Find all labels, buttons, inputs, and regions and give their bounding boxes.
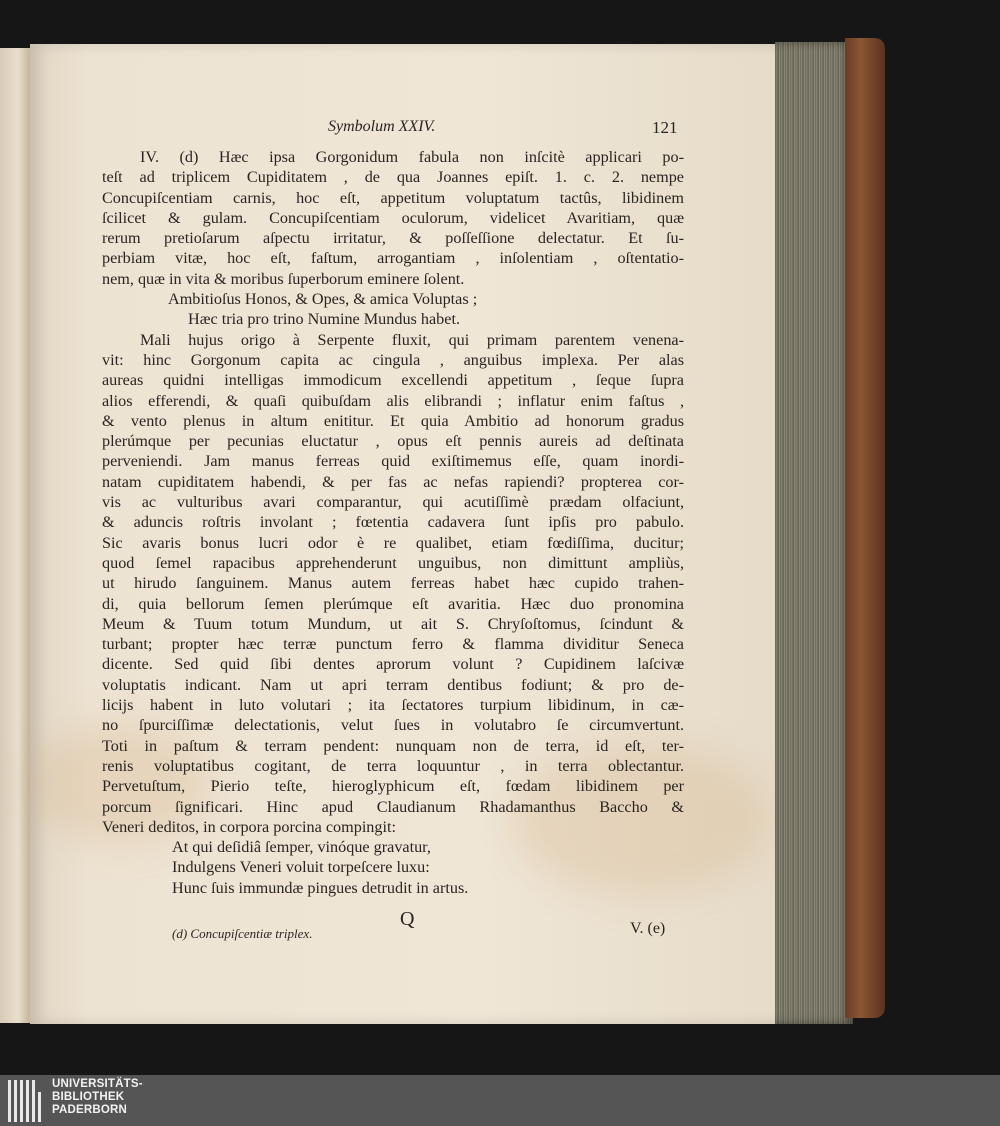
facing-page-edge [0,48,31,1023]
logo-line: UNIVERSITÄTS- [52,1078,143,1090]
text-line: & vento plenus in altum enititur. Et quia Ambitio ad honorum gradus [102,411,684,430]
text-line: Sic avaris bonus lucri odor è re qualibet, etiam fœdiſſima, ducitur; [102,533,684,552]
text-line: Veneri deditos, in corpora porcina compingit: [102,817,396,836]
text-line: vit: hinc Gorgonum capita ac cingula , anguibus implexa. Per alas [102,350,684,369]
text-line: natam cupiditatem habendi, & per fas ac nefas rapiendi? propterea cor- [102,472,684,491]
catchword: V. (e) [630,920,666,937]
footnote: (d) Concupiſcentiæ triplex. [172,926,313,941]
verse-line: Ambitioſus Honos, & Opes, & amica Voluptas ; [168,290,478,309]
library-logo-icon [8,1080,46,1122]
text-line: vis ac vulturibus avari comparantur, qui acutiſſimè prædam olfaciunt, [102,493,684,512]
logo-line: PADERBORN [52,1104,128,1116]
verse-line: Indulgens Veneri voluit torpeſcere luxu: [172,858,430,877]
text-line: di, quia bellorum ſemen plerúmque eſt avaritia. Hæc duo pronomina [102,594,684,613]
text-line: ſcilicet & gulam. Concupiſcentiam oculorum, videlicet Avaritiam, quæ [102,208,684,227]
text-line: Concupiſcentiam carnis, hoc eſt, appetitum voluptatum tactûs, libidinem [102,188,684,207]
text-line: turbant; propter hæc terræ punctum ferro & flamma dividitur Seneca [102,635,684,654]
text-line: voluptatis indicant. Nam ut apri terram dentibus fodiunt; & pro de- [102,675,684,694]
text-line: dicente. Sed quid ſibi dentes aprorum volunt ? Cupidinem laſcivæ [102,655,684,674]
page-block-edges [775,42,853,1024]
text-line: teſt ad triplicem Cupiditatem , de qua Joannes epiſt. 1. c. 2. nempe [102,168,684,187]
text-line: no ſpurciſſimæ delectationis, velut ſues in volutabro ſe circumvertunt. [102,716,684,735]
text-line: Toti in paſtum & terram pendent: nunquam non de terra, id eſt, ter- [102,736,684,755]
text-line: perbiam vitæ, hoc eſt, faſtum, arrogantiam , inſolentiam , oſtentatio- [102,249,684,268]
signature-mark: Q [400,908,415,930]
text-line: Mali hujus origo à Serpente fluxit, qui primam parentem venena- [140,330,684,349]
verse-line: Hunc ſuis immundæ pingues detrudit in artus. [172,878,469,897]
page-number: 121 [652,118,678,137]
logo-line: BIBLIOTHEK [52,1091,125,1103]
text-line: Pervetuſtum, Pierio teſte, hieroglyphicum eſt, fœdam libidinem per [102,777,684,796]
library-logo-text [52,1078,143,1117]
verse-line: At qui deſidiâ ſemper, vinóque gravatur, [172,838,431,857]
text-line: quod ſemel rapacibus apprehenderunt unguibus, non dimittunt ampliùs, [102,553,684,572]
text-line: plerúmque per pecunias eluctatur , opus eſt pennis aureis ad deſtinata [102,432,684,451]
text-line: Meum & Tuum totum Mundum, ut ait S. Chryſoſtomus, ſcindunt & [102,614,684,633]
verse-line: Hæc tria pro trino Numine Mundus habet. [188,310,460,329]
text-line: porcum ſignificari. Hinc apud Claudianum Rhadamanthus Baccho & [102,797,684,816]
text-line: ut hirudo ſanguinem. Manus autem ferreas habet hæc cupido trahen- [102,574,684,593]
text-line: alios efferendi, & quaſi quibuſdam alis elibrandi ; inflatur enim faſtus , [102,391,684,410]
library-footer [0,1075,1000,1126]
body-text [102,147,684,898]
book-cover [845,38,885,1018]
running-title: Symbolum XXIV. [328,118,436,135]
text-line: aureas quidni intelligas immodicum excellendi appetitum , ſeque ſupra [102,371,684,390]
text-line: renis voluptatibus cogitant, de terra loquuntur , in terra oblectantur. [102,756,684,775]
text-line: licijs habent in luto volutari ; ita ſectatores turpium libidinum, in cæ- [102,696,684,715]
text-line: nem, quæ in vita & moribus ſuperborum eminere ſolent. [102,269,465,288]
text-line: rerum pretioſarum aſpectu irritatur, & poſſeſſione delectatur. Et ſu- [102,229,684,248]
text-line: & aduncis roſtris involant ; fœtentia cadavera ſunt ipſis pro pabulo. [102,513,684,532]
text-line: IV. (d) Hæc ipsa Gorgonidum fabula non inſcitè applicari po- [140,148,684,166]
text-line: perveniendi. Jam manus ferreas quid exiſtimemus eſſe, quam inordi- [102,452,684,471]
